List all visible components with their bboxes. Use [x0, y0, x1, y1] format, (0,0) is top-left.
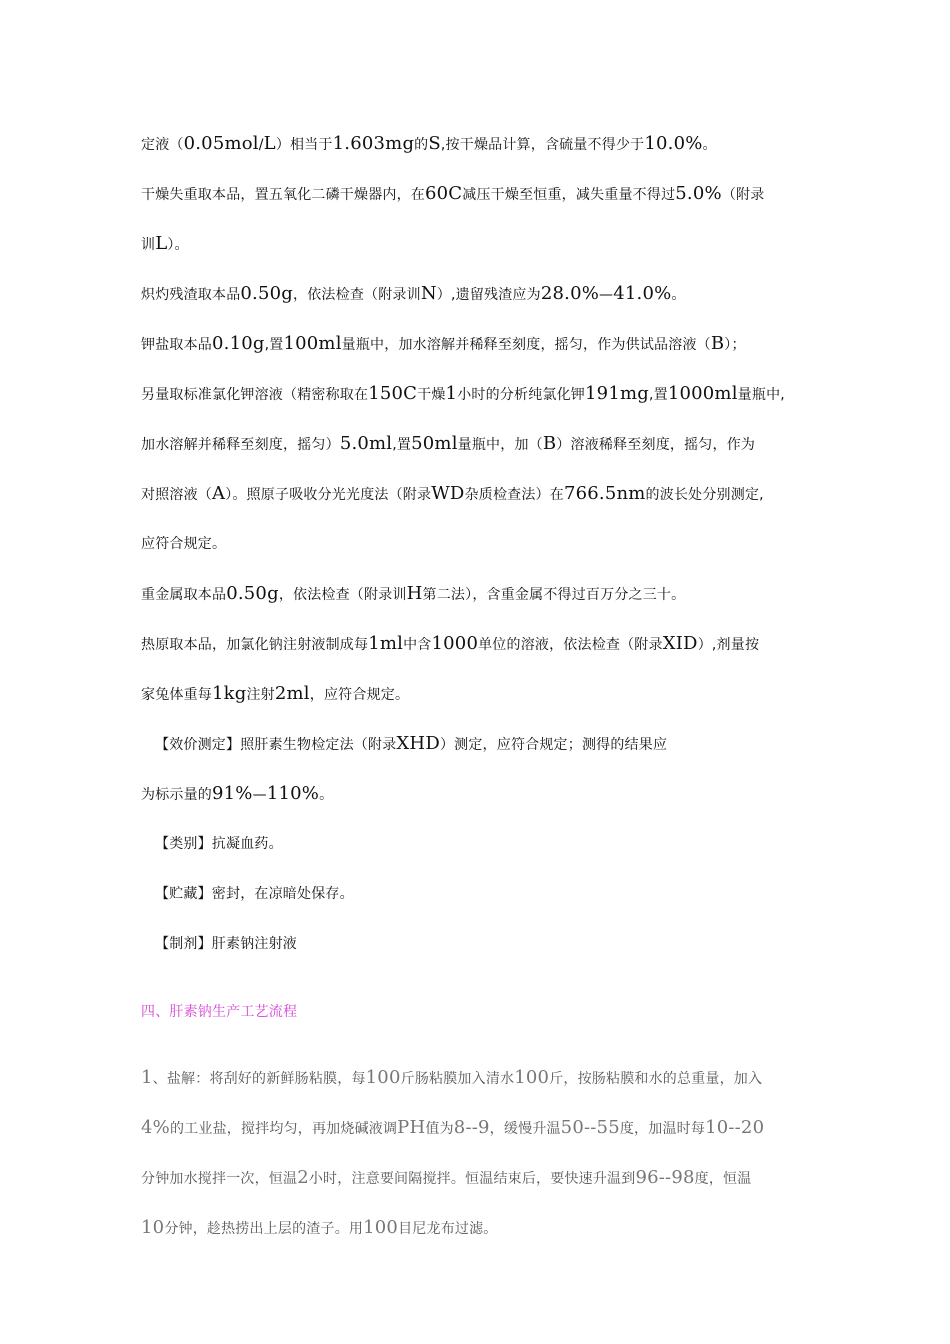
process-line-4: 10分钟，趁热捞出上层的渣子。用100目尼龙布过滤。 [141, 1217, 498, 1238]
text-line-ignition-residue: 炽灼残渣取本品0.50g，依法检查（附录训N）,遗留残渣应为28.0%—41.0%。 [141, 283, 686, 304]
text-line-potency-range: 为标示量的91%—110%。 [141, 783, 334, 804]
text-line-potassium-2: 另量取标准氯化钾溶液（精密称取在150C干燥1小时的分析纯氯化钾191mg,置1000ml量瓶中, [141, 383, 785, 404]
text-line-potassium-5: 应符合规定。 [141, 536, 227, 552]
text-line-sulfur: 定液（0.05mol/L）相当于1.603mg的S,按干燥品计算，含硫量不得少于10.0%。 [141, 133, 717, 154]
text-line-potency-assay: 【效价测定】照肝素生物检定法（附录XHD）测定，应符合规定；测得的结果应 [155, 733, 668, 754]
text-line-drying-loss: 干燥失重取本品，置五氧化二磷干燥器内，在60C减压干燥至恒重，减失重量不得过5.0%（附录 [141, 183, 765, 204]
text-line-preparation: 【制剂】肝素钠注射液 [155, 936, 297, 952]
text-line-pyrogen-2: 家兔体重每1kg注射2ml，应符合规定。 [141, 683, 410, 704]
process-line-2: 4%的工业盐，搅拌均匀，再加烧碱液调PH值为8--9，缓慢升温50--55度，加温时每10--20 [141, 1117, 765, 1138]
text-line-heavy-metals: 重金属取本品0.50g，依法检查（附录训H第二法），含重金属不得过百万分之三十。 [141, 583, 686, 604]
text-line-drying-loss-cont: 训L）。 [141, 233, 189, 254]
text-line-pyrogen-1: 热原取本品，加氯化钠注射液制成每1ml中含1000单位的溶液，依法检查（附录XID）,剂量按 [141, 633, 760, 654]
text-line-potassium-1: 钾盐取本品0.10g,置100ml量瓶中，加水溶解并稀释至刻度，摇匀，作为供试品溶液（B）； [141, 333, 746, 354]
text-line-storage: 【贮藏】密封，在凉暗处保存。 [155, 886, 354, 902]
text-line-category: 【类别】抗凝血药。 [155, 836, 283, 852]
text-line-potassium-4: 对照溶液（A）。照原子吸收分光光度法（附录WD杂质检查法）在766.5nm的波长处分别测定, [141, 483, 764, 504]
section-heading: 四、肝素钠生产工艺流程 [141, 1004, 298, 1020]
process-line-1: 1、盐解：将刮好的新鲜肠粘膜，每100斤肠粘膜加入清水100斤，按肠粘膜和水的总重量，加入 [141, 1067, 763, 1088]
process-line-3: 分钟加水搅拌一次，恒温2小时，注意要间隔搅拌。恒温结束后，要快速升温到96--98度，恒温 [141, 1167, 752, 1188]
text-line-potassium-3: 加水溶解并稀释至刻度，摇匀）5.0ml,置50ml量瓶中，加（B）溶液稀释至刻度，摇匀，作为 [141, 433, 756, 454]
